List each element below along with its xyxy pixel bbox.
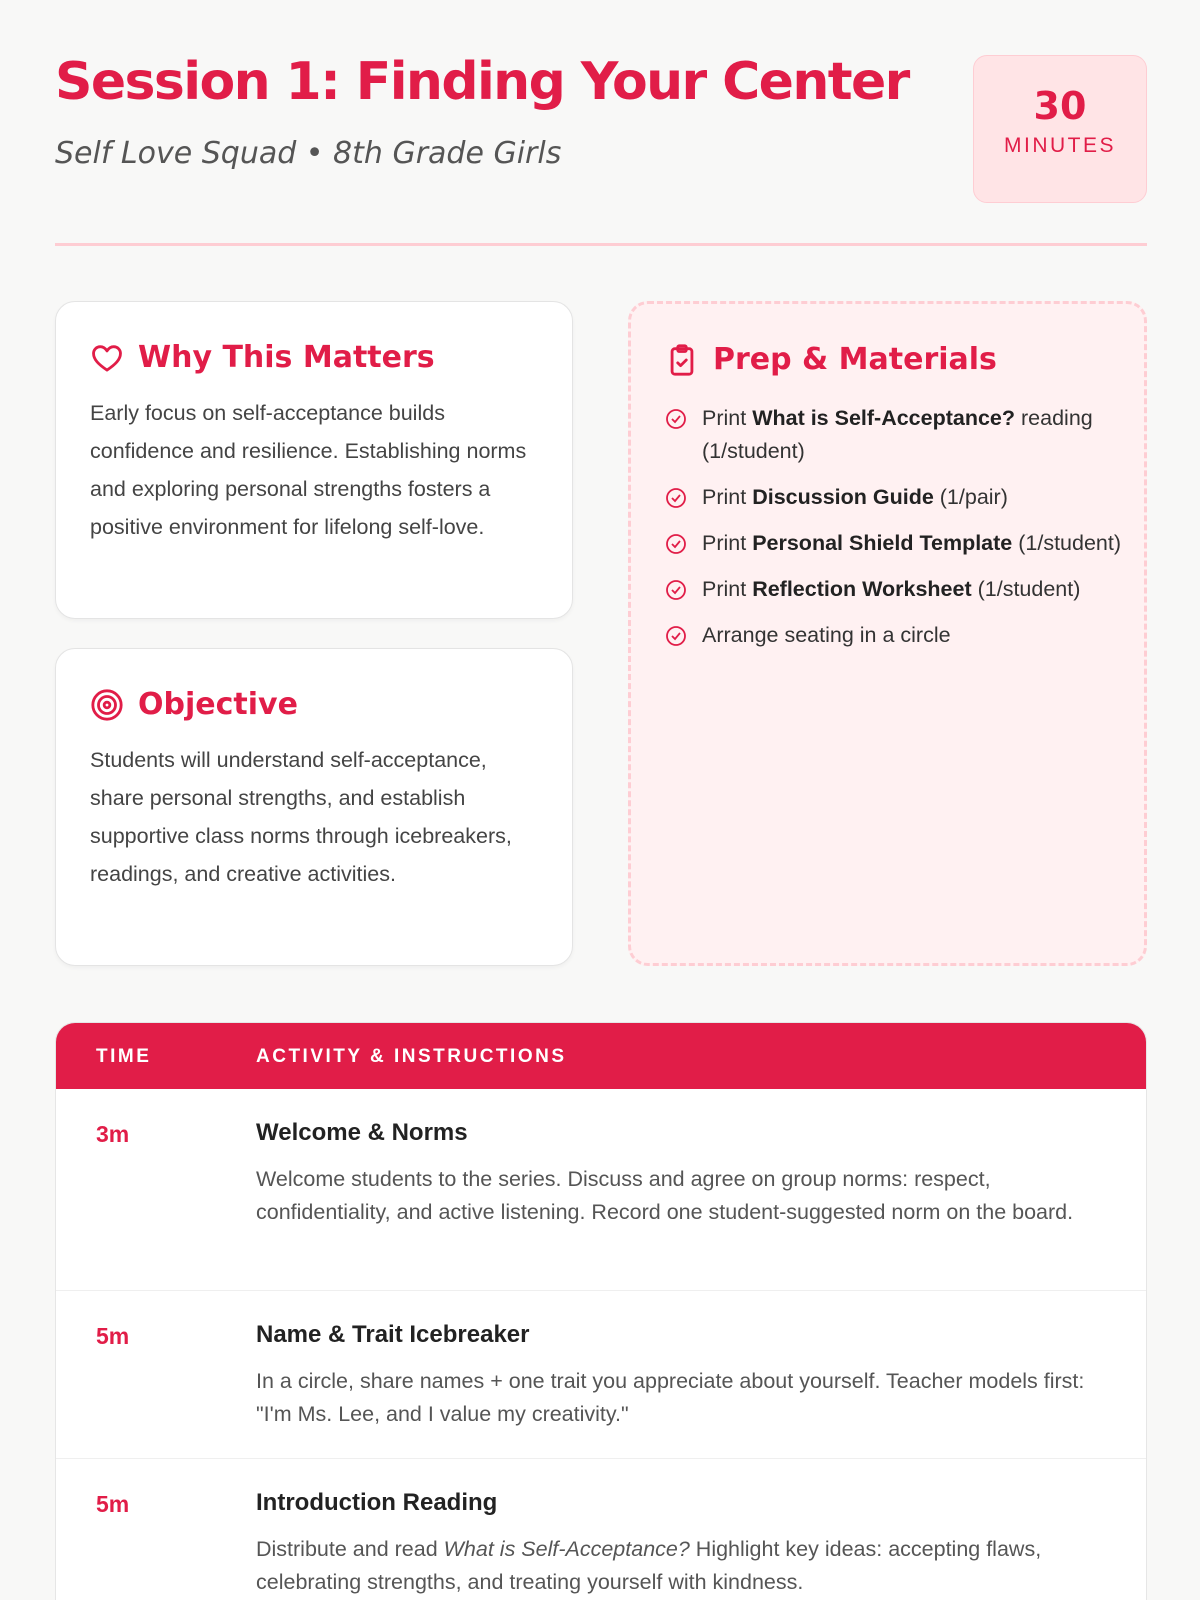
why-card-header xyxy=(90,340,435,375)
row-title: Name & Trait Icebreaker xyxy=(256,1321,530,1348)
objective-card xyxy=(55,648,573,966)
duration-value: 30 xyxy=(1033,84,1087,128)
row-title: Welcome & Norms xyxy=(256,1119,468,1146)
header-divider xyxy=(55,243,1147,246)
prep-heading: Prep & Materials xyxy=(713,342,997,377)
objective-card-header xyxy=(90,687,298,722)
check-circle-icon xyxy=(664,578,688,602)
duration-badge xyxy=(973,55,1147,203)
check-circle-icon xyxy=(664,407,688,431)
why-card xyxy=(55,301,573,619)
heart-icon xyxy=(90,341,124,375)
page-subtitle: Self Love Squad • 8th Grade Girls xyxy=(55,136,562,171)
objective-heading: Objective xyxy=(138,687,298,722)
prep-card xyxy=(628,301,1147,966)
prep-item: Print Reflection Worksheet (1/student) xyxy=(664,573,1124,606)
prep-item: Print What is Self-Acceptance? reading (1/student) xyxy=(664,402,1124,468)
row-time: 3m xyxy=(96,1121,130,1147)
row-title: Introduction Reading xyxy=(256,1489,498,1516)
row-time: 5m xyxy=(96,1491,130,1517)
schedule-header xyxy=(56,1023,1146,1089)
schedule-row xyxy=(56,1291,1147,1459)
header xyxy=(55,0,1147,246)
lesson-plan-page xyxy=(55,0,1147,1594)
row-description: Welcome students to the series. Discuss and agree on group norms: respect, confidentiality, and active listening. Record one student-suggested norm on the board. xyxy=(256,1167,1074,1224)
objective-body: Students will understand self-acceptance, share personal strengths, and establish supportive class norms through icebreakers, readings, and creative activities. xyxy=(90,748,512,886)
why-body: Early focus on self-acceptance builds confidence and resilience. Establishing norms and exploring personal strengths fosters a positive environment for lifelong self-love. xyxy=(90,401,527,539)
schedule-table xyxy=(55,1022,1147,1600)
row-time: 5m xyxy=(96,1323,130,1349)
schedule-row xyxy=(56,1459,1147,1600)
time-column-header: TIME xyxy=(96,1046,152,1067)
prep-card-header xyxy=(665,342,997,377)
check-circle-icon xyxy=(664,624,688,648)
prep-item: Print Discussion Guide (1/pair) xyxy=(664,481,1124,514)
prep-item: Arrange seating in a circle xyxy=(664,619,1124,652)
duration-unit: MINUTES xyxy=(1004,134,1116,157)
check-circle-icon xyxy=(664,486,688,510)
check-circle-icon xyxy=(664,532,688,556)
schedule-row xyxy=(56,1089,1147,1291)
why-heading: Why This Matters xyxy=(138,340,435,375)
row-description: Distribute and read What is Self-Acceptance? Highlight key ideas: accepting flaws, celebrating strengths, and treating yourself with kindness. xyxy=(256,1537,1042,1594)
activity-column-header: ACTIVITY & INSTRUCTIONS xyxy=(256,1046,567,1067)
row-description: In a circle, share names + one trait you appreciate about yourself. Teacher models first: "I'm Ms. Lee, and I value my creativity." xyxy=(256,1369,1085,1426)
target-icon xyxy=(90,688,124,722)
clipboard-check-icon xyxy=(665,343,699,377)
page-title: Session 1: Finding Your Center xyxy=(55,52,909,112)
prep-list xyxy=(664,402,1124,665)
prep-item: Print Personal Shield Template (1/student) xyxy=(664,527,1124,560)
